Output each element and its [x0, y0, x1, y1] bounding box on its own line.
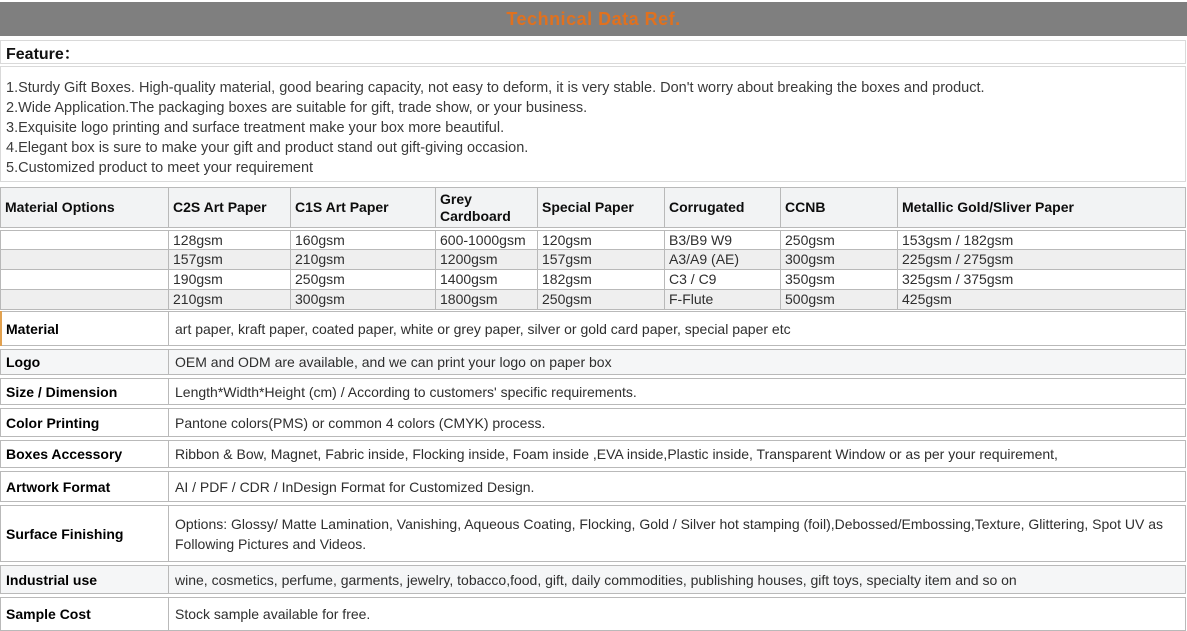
- table-cell: 120gsm: [538, 231, 665, 250]
- table-cell: [1, 250, 169, 270]
- detail-row-artwork-format: [0, 471, 1186, 502]
- column-header-corrugated: Corrugated: [665, 188, 781, 228]
- table-cell: 210gsm: [291, 250, 436, 270]
- table-cell: 190gsm: [169, 270, 291, 290]
- detail-value: wine, cosmetics, perfume, garments, jewelry, tobacco,food, gift, daily commodities, publishing houses, gift toys, specialty item and so on: [175, 571, 1017, 588]
- table-row: [0, 250, 1186, 270]
- table-cell: B3/B9 W9: [665, 231, 781, 250]
- detail-row-color-printing: [0, 408, 1186, 437]
- table-cell: 250gsm: [538, 290, 665, 310]
- column-header-grey-cardboard: Grey Cardboard: [436, 188, 538, 228]
- detail-value: OEM and ODM are available, and we can print your logo on paper box: [175, 354, 612, 370]
- feature-item: 1.Sturdy Gift Boxes. High-quality material, good bearing capacity, not easy to deform, it is very stable. Don't worry about breaking the boxes and product.: [6, 80, 985, 96]
- detail-label: Artwork Format: [1, 472, 169, 501]
- detail-value: Pantone colors(PMS) or common 4 colors (CMYK) process.: [175, 414, 546, 431]
- feature-list: [0, 66, 1186, 182]
- detail-value: Stock sample available for free.: [175, 606, 371, 622]
- table-cell: 160gsm: [291, 231, 436, 250]
- table-cell: 500gsm: [781, 290, 898, 310]
- column-header-material-options: Material Options: [1, 188, 169, 228]
- table-cell: 225gsm / 275gsm: [898, 250, 1186, 270]
- page-title: Technical Data Ref.: [0, 2, 1187, 36]
- feature-heading: Feature：: [0, 40, 1186, 64]
- detail-value: Options: Glossy/ Matte Lamination, Vanishing, Aqueous Coating, Flocking, Gold / Silver hot stamping (foil),Debossed/Embossing,Texture, Glittering, Spot UV as Following Pictures and Videos.: [175, 515, 1163, 552]
- detail-label: Color Printing: [1, 409, 169, 436]
- detail-value: AI / PDF / CDR / InDesign Format for Customized Design.: [175, 478, 535, 495]
- table-cell: 153gsm / 182gsm: [898, 231, 1186, 250]
- table-cell: 210gsm: [169, 290, 291, 310]
- detail-label: Size / Dimension: [1, 379, 169, 404]
- table-cell: 250gsm: [781, 231, 898, 250]
- detail-row-size-dimension: [0, 378, 1186, 405]
- detail-label: Material: [1, 312, 169, 345]
- column-header-c1s-art-paper: C1S Art Paper: [291, 188, 436, 228]
- detail-row-surface-finishing: [0, 505, 1186, 562]
- spec-table-header-row: [0, 187, 1186, 228]
- detail-row-industrial-use: [0, 565, 1186, 594]
- detail-row-material: [0, 311, 1186, 346]
- detail-label: Surface Finishing: [1, 506, 169, 561]
- detail-rows: [0, 311, 1187, 631]
- table-cell: 157gsm: [169, 250, 291, 270]
- table-cell: 300gsm: [781, 250, 898, 270]
- table-cell: 325gsm / 375gsm: [898, 270, 1186, 290]
- table-row: [0, 270, 1186, 290]
- detail-label: Sample Cost: [1, 598, 169, 630]
- detail-row-sample-cost: [0, 597, 1186, 631]
- table-cell: 128gsm: [169, 231, 291, 250]
- detail-row-logo: [0, 349, 1186, 375]
- column-header-special-paper: Special Paper: [538, 188, 665, 228]
- table-cell: [1, 290, 169, 310]
- detail-label: Industrial use: [1, 566, 169, 593]
- column-header-metallic-paper: Metallic Gold/Sliver Paper: [898, 188, 1186, 228]
- table-row: [0, 230, 1186, 250]
- table-row: [0, 290, 1186, 310]
- column-header-ccnb: CCNB: [781, 188, 898, 228]
- table-cell: [1, 231, 169, 250]
- table-cell: 300gsm: [291, 290, 436, 310]
- feature-item: 5.Customized product to meet your requirement: [6, 160, 314, 176]
- table-cell: 182gsm: [538, 270, 665, 290]
- table-cell: 425gsm: [898, 290, 1186, 310]
- table-cell: 350gsm: [781, 270, 898, 290]
- table-cell: 1200gsm: [436, 250, 538, 270]
- feature-item: 3.Exquisite logo printing and surface treatment make your box more beautiful.: [6, 120, 505, 136]
- feature-item: 4.Elegant box is sure to make your gift and product stand out gift-giving occasion.: [6, 140, 529, 156]
- table-cell: 1800gsm: [436, 290, 538, 310]
- table-cell: F-Flute: [665, 290, 781, 310]
- detail-value: art paper, kraft paper, coated paper, white or grey paper, silver or gold card paper, special paper etc: [175, 320, 791, 337]
- table-cell: 250gsm: [291, 270, 436, 290]
- table-cell: 600-1000gsm: [436, 231, 538, 250]
- page: [0, 2, 1187, 631]
- feature-item: 2.Wide Application.The packaging boxes are suitable for gift, trade show, or your business.: [6, 100, 588, 116]
- column-header-c2s-art-paper: C2S Art Paper: [169, 188, 291, 228]
- detail-label: Logo: [1, 350, 169, 374]
- table-cell: A3/A9 (AE): [665, 250, 781, 270]
- table-cell: [1, 270, 169, 290]
- table-cell: C3 / C9: [665, 270, 781, 290]
- detail-value: Ribbon & Bow, Magnet, Fabric inside, Flocking inside, Foam inside ,EVA inside,Plastic inside, Transparent Window or as per your requirement,: [175, 446, 1058, 462]
- detail-row-boxes-accessory: [0, 440, 1186, 468]
- detail-label: Boxes Accessory: [1, 441, 169, 467]
- detail-value: Length*Width*Height (cm) / According to customers' specific requirements.: [175, 383, 637, 400]
- table-cell: 157gsm: [538, 250, 665, 270]
- spec-table-body: [0, 230, 1187, 310]
- table-cell: 1400gsm: [436, 270, 538, 290]
